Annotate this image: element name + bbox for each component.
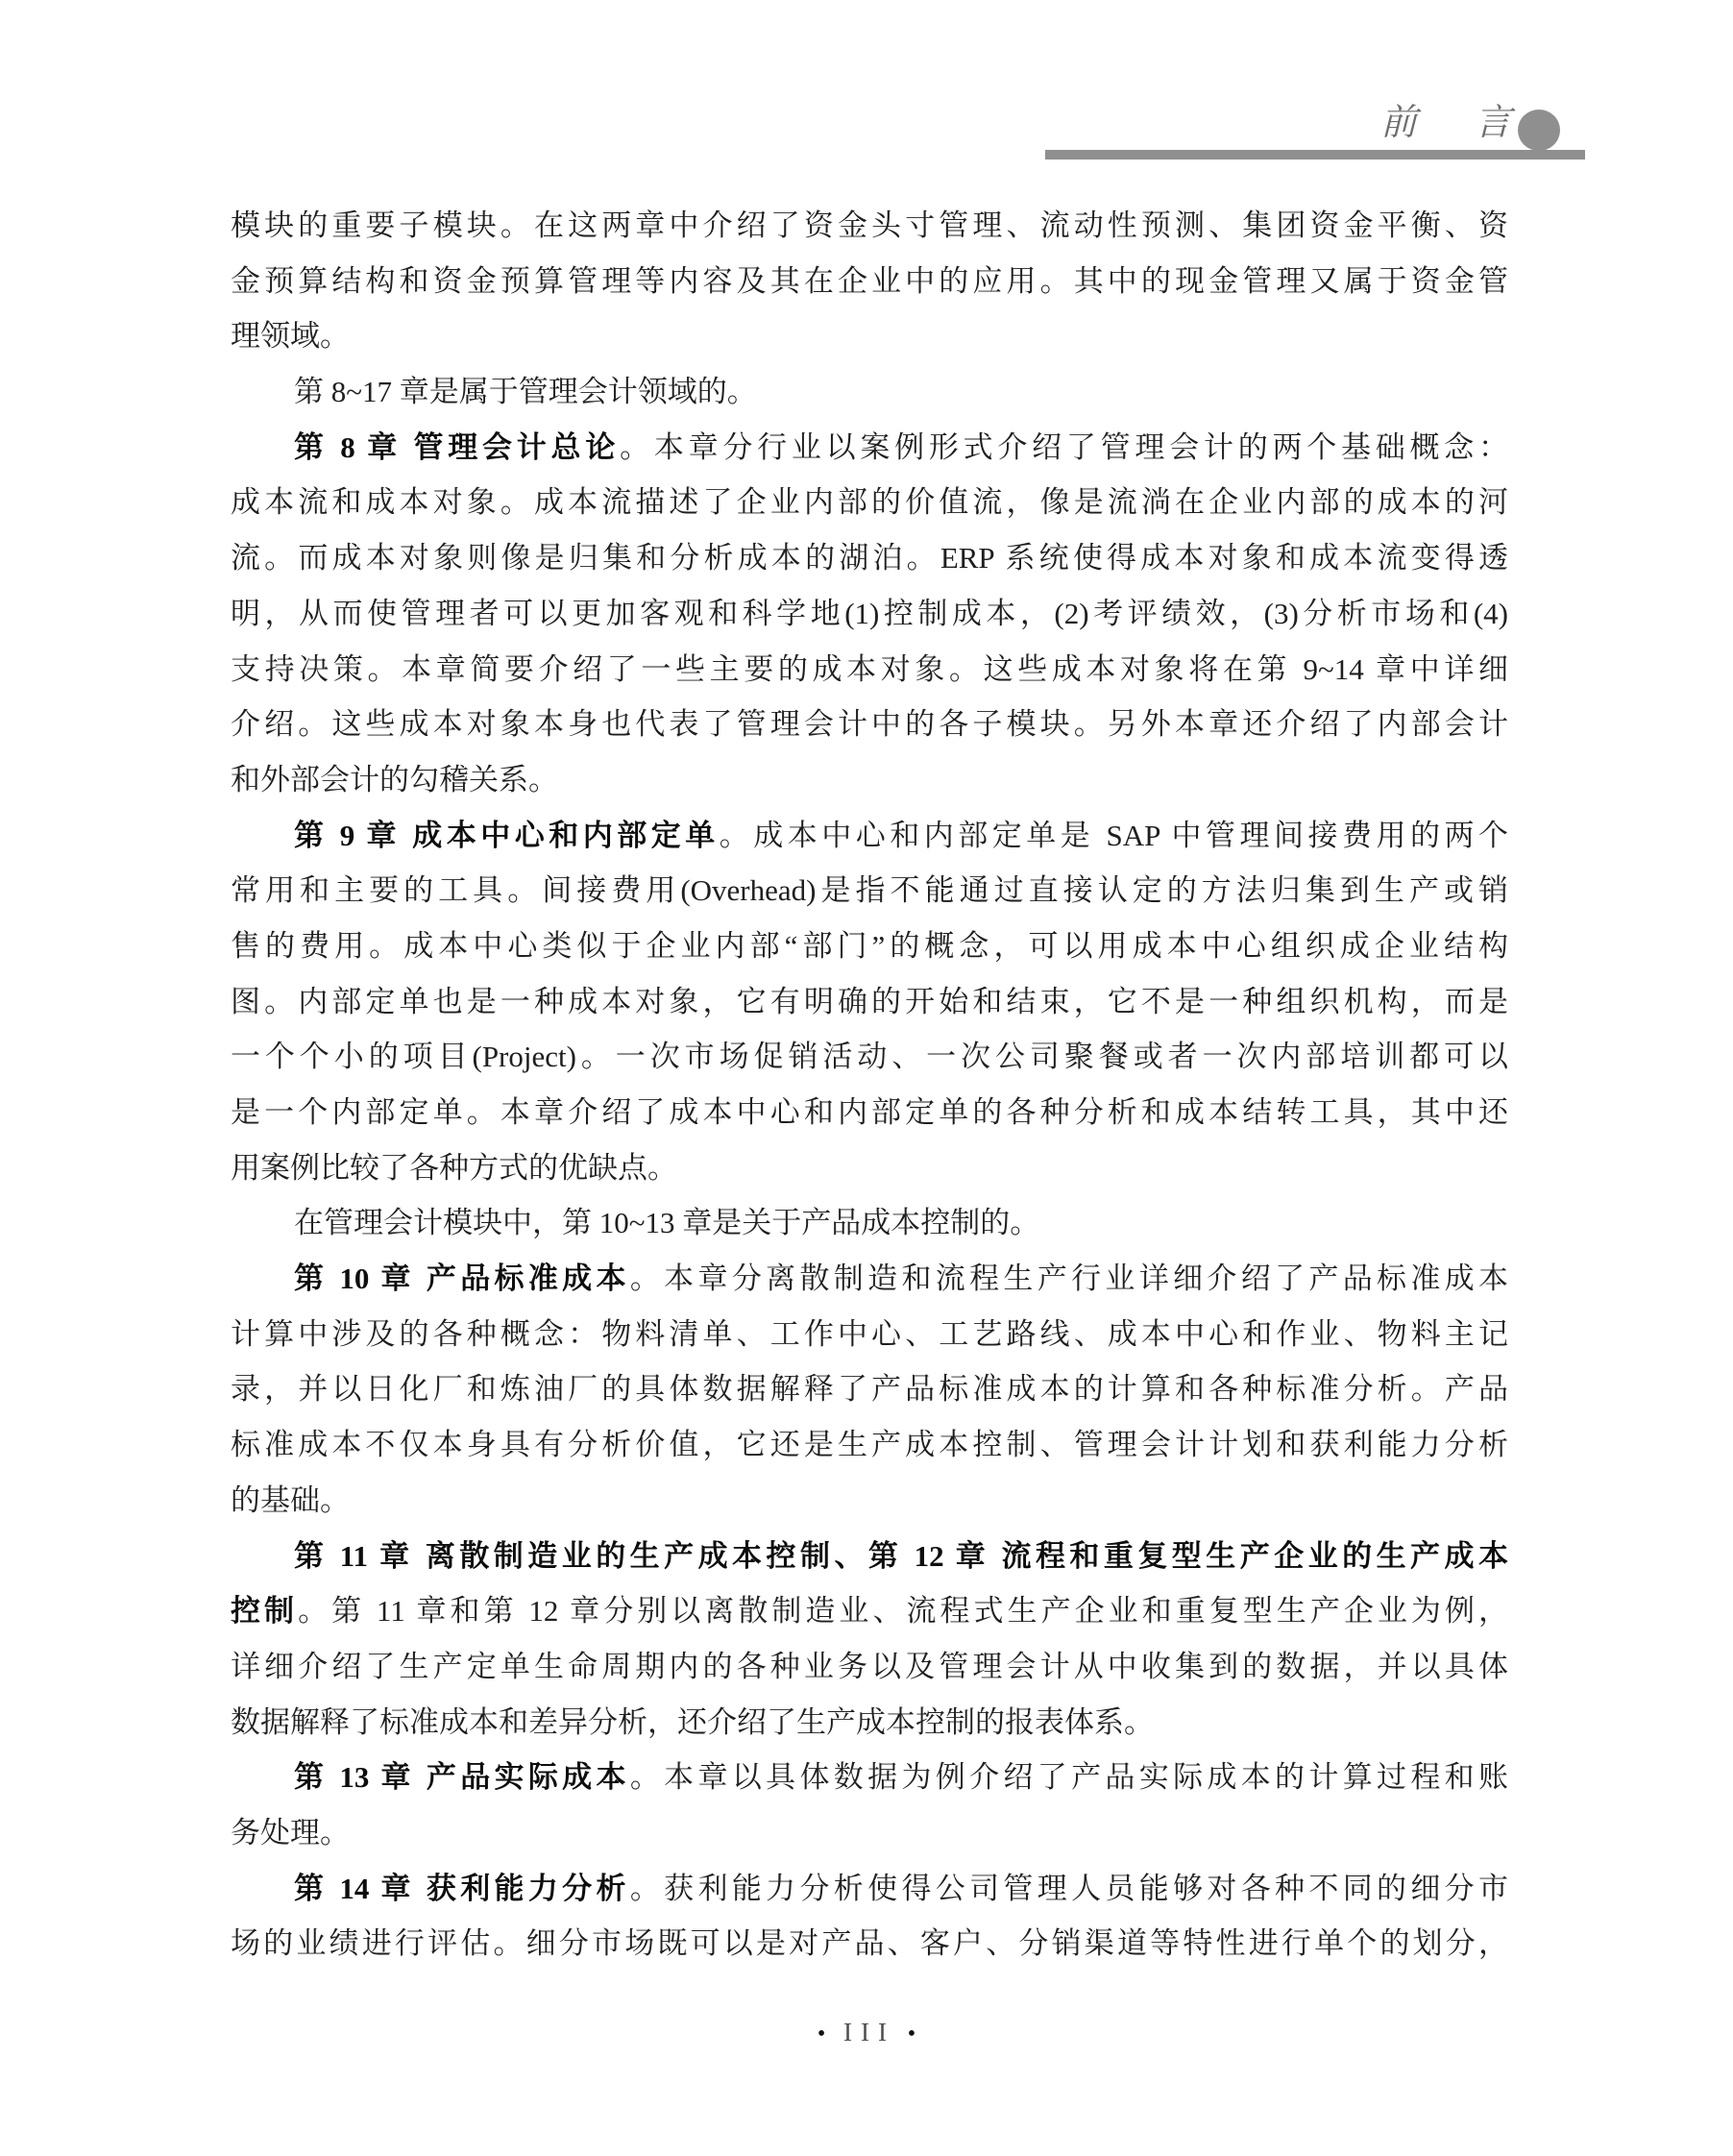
body-line bbox=[231, 1750, 1508, 1805]
body-line bbox=[231, 808, 1508, 864]
body-line bbox=[231, 586, 1508, 642]
body-line-text: 。本章以具体数据为例介绍了产品实际成本的计算过程和账 bbox=[629, 1760, 1509, 1795]
body-line-text: 支持决策。本章简要介绍了一些主要的成本对象。这些成本对象将在第 9~14 章中详细 bbox=[231, 651, 1508, 686]
chapter-heading-text: 第 14 章 获利能力分析 bbox=[294, 1871, 630, 1905]
body-line-text: 。本章分离散制造和流程生产行业详细介绍了产品标准成本 bbox=[629, 1262, 1509, 1296]
body-line bbox=[231, 1140, 1508, 1196]
body-line-text: 第 8~17 章是属于管理会计领域的。 bbox=[294, 375, 757, 409]
chapter-heading-text: 第 13 章 产品实际成本 bbox=[294, 1760, 630, 1795]
body-line bbox=[231, 1417, 1508, 1473]
body-line bbox=[231, 1473, 1508, 1529]
body-line-text: 场的业绩进行评估。细分市场既可以是对产品、客户、分销渠道等特性进行单个的划分， bbox=[231, 1926, 1508, 1961]
body-line-text: 。第 11 章和第 12 章分别以离散制造业、流程式生产企业和重复型生产企业为例， bbox=[298, 1594, 1508, 1629]
body-line-text: 金预算结构和资金预算管理等内容及其在企业中的应用。其中的现金管理又属于资金管 bbox=[231, 263, 1508, 298]
body-line bbox=[231, 919, 1508, 974]
body-line bbox=[231, 420, 1508, 476]
body-line bbox=[231, 1916, 1508, 1972]
body-line bbox=[231, 198, 1508, 254]
body-line-text: 成本流和成本对象。成本流描述了企业内部的价值流，像是流淌在企业内部的成本的河 bbox=[231, 485, 1508, 520]
body-line-text: 常用和主要的工具。间接费用(Overhead)是指不能通过直接认定的方法归集到生产或销 bbox=[231, 873, 1508, 908]
chapter-heading-text: 控制 bbox=[231, 1594, 299, 1629]
body-text bbox=[231, 198, 1508, 1972]
chapter-heading-text: 第 9 章 成本中心和内部定单 bbox=[294, 818, 720, 852]
body-line-text: 是一个内部定单。本章介绍了成本中心和内部定单的各种分析和成本结转工具，其中还 bbox=[231, 1095, 1508, 1129]
body-line bbox=[231, 1639, 1508, 1695]
body-line-text: 详细介绍了生产定单生命周期内的各种业务以及管理会计从中收集到的数据，并以具体 bbox=[231, 1649, 1508, 1683]
body-line-text: 务处理。 bbox=[231, 1815, 350, 1850]
body-line bbox=[231, 1251, 1508, 1307]
body-line-text: 。本章分行业以案例形式介绍了管理会计的两个基础概念： bbox=[620, 429, 1508, 464]
body-line-text: 。成本中心和内部定单是 SAP 中管理间接费用的两个 bbox=[719, 818, 1509, 852]
body-line-text: 明，从而使管理者可以更加客观和科学地(1)控制成本，(2)考评绩效，(3)分析市场和(4) bbox=[231, 596, 1508, 630]
footer-page-number: III bbox=[843, 2018, 895, 2046]
body-line bbox=[231, 1861, 1508, 1917]
body-line bbox=[231, 1029, 1508, 1085]
body-line bbox=[231, 530, 1508, 586]
footer-right-bullet-icon: • bbox=[907, 2021, 922, 2046]
header-title-char: 言 bbox=[1475, 103, 1512, 143]
body-line-text: 在管理会计模块中，第 10~13 章是关于产品成本控制的。 bbox=[294, 1206, 1040, 1240]
body-line bbox=[231, 1361, 1508, 1417]
body-line-text: 模块的重要子模块。在这两章中介绍了资金头寸管理、流动性预测、集团资金平衡、资 bbox=[231, 208, 1508, 242]
body-line bbox=[231, 1583, 1508, 1639]
body-line bbox=[231, 752, 1508, 808]
body-line bbox=[231, 642, 1508, 698]
footer-left-bullet-icon: • bbox=[817, 2021, 832, 2046]
body-line-text: 介绍。这些成本对象本身也代表了管理会计中的各子模块。另外本章还介绍了内部会计 bbox=[231, 707, 1508, 742]
body-line-text: 图。内部定单也是一种成本对象，它有明确的开始和结束，它不是一种组织机构，而是 bbox=[231, 984, 1508, 1018]
body-line bbox=[231, 1529, 1508, 1584]
body-line-text: 理领域。 bbox=[231, 319, 350, 354]
chapter-heading-text: 第 11 章 离散制造业的生产成本控制、第 12 章 流程和重复型生产企业的生产成本 bbox=[294, 1538, 1508, 1573]
body-line bbox=[231, 974, 1508, 1030]
chapter-heading-text: 第 8 章 管理会计总论 bbox=[294, 429, 621, 464]
body-line-text: 的基础。 bbox=[231, 1482, 350, 1517]
body-line-text: 数据解释了标准成本和差异分析，还介绍了生产成本控制的报表体系。 bbox=[231, 1704, 1154, 1739]
body-line bbox=[231, 1085, 1508, 1140]
body-line-text: 售的费用。成本中心类似于企业内部“部门”的概念，可以用成本中心组织成企业结构 bbox=[231, 928, 1508, 963]
body-line-text: 计算中涉及的各种概念：物料清单、工作中心、工艺路线、成本中心和作业、物料主记 bbox=[231, 1316, 1508, 1351]
body-line bbox=[231, 1805, 1508, 1861]
body-line-text: 标准成本不仅本身具有分析价值，它还是生产成本控制、管理会计计划和获利能力分析 bbox=[231, 1428, 1508, 1462]
header-title-char: 前 bbox=[1380, 103, 1418, 143]
body-line-text: 。获利能力分析使得公司管理人员能够对各种不同的细分市 bbox=[629, 1871, 1509, 1905]
body-line-text: 录，并以日化厂和炼油厂的具体数据解释了产品标准成本的计算和各种标准分析。产品 bbox=[231, 1372, 1508, 1407]
body-line bbox=[231, 364, 1508, 420]
body-line bbox=[231, 308, 1508, 364]
body-line bbox=[231, 254, 1508, 309]
body-line bbox=[231, 697, 1508, 752]
body-line bbox=[231, 475, 1508, 530]
body-line bbox=[231, 1307, 1508, 1362]
chapter-heading-text: 第 10 章 产品标准成本 bbox=[294, 1262, 630, 1296]
body-line-text: 用案例比较了各种方式的优缺点。 bbox=[231, 1150, 677, 1185]
section-dot-icon bbox=[1518, 110, 1560, 151]
body-line bbox=[231, 863, 1508, 919]
header-rule bbox=[1045, 150, 1585, 159]
page-footer bbox=[231, 2018, 1508, 2047]
body-line-text: 一个个小的项目(Project)。一次市场促销活动、一次公司聚餐或者一次内部培训都可以 bbox=[231, 1040, 1508, 1074]
body-line bbox=[231, 1695, 1508, 1751]
body-line-text: 流。而成本对象则像是归集和分析成本的湖泊。ERP 系统使得成本对象和成本流变得透 bbox=[231, 541, 1508, 576]
body-line-text: 和外部会计的勾稽关系。 bbox=[231, 762, 558, 796]
body-line bbox=[231, 1195, 1508, 1251]
